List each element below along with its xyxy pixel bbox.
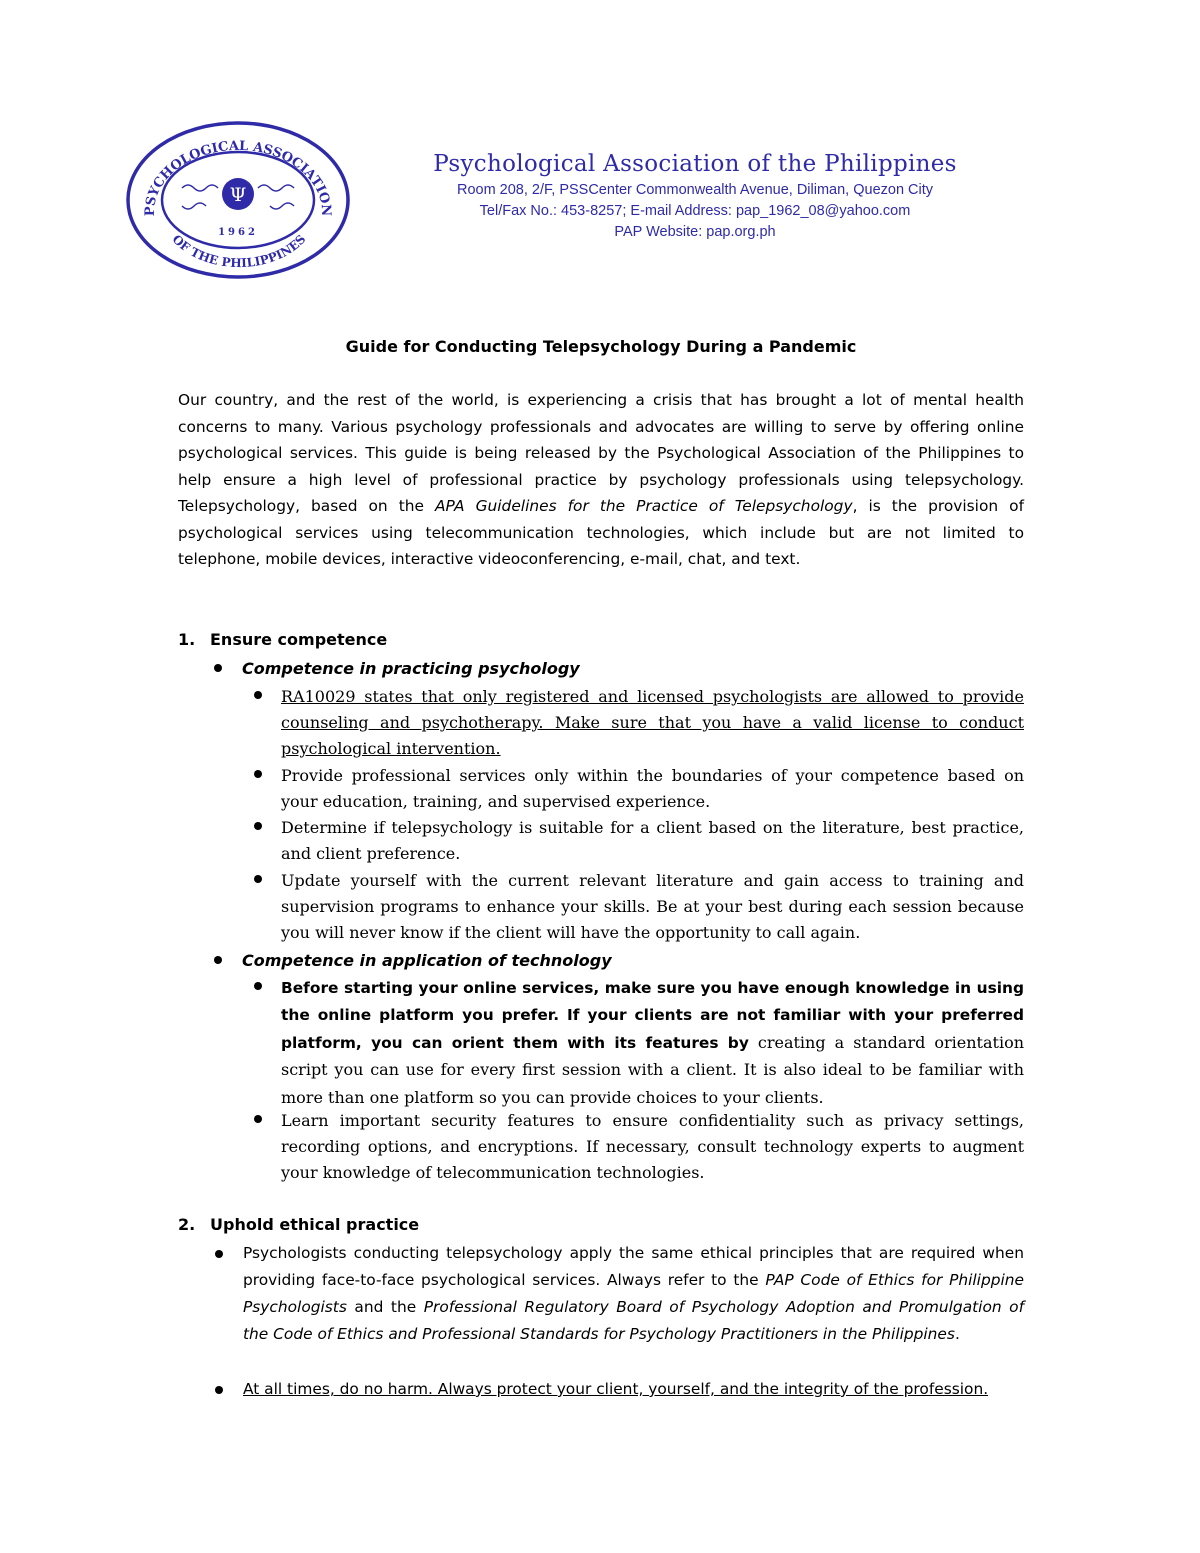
org-website: PAP Website: pap.org.ph xyxy=(614,224,776,240)
org-contact: Tel/Fax No.: 453-8257; E-mail Address: pap_1962_08@yahoo.com xyxy=(479,203,911,219)
section-2-title: Uphold ethical practice xyxy=(210,1215,420,1234)
section-1-number: 1. xyxy=(178,630,196,649)
org-address: Room 208, 2/F, PSSCenter Commonwealth Avenue, Diliman, Quezon City xyxy=(456,182,934,198)
list-item-text: creating a standard orientation script you can use for every first session with a client. It is also ideal to be familiar with more than one platform so you can provide choices to your clients. xyxy=(281,1032,1024,1107)
bullet-icon xyxy=(215,1386,223,1394)
org-name: Psychological Association of the Philippines xyxy=(433,151,957,177)
list-item xyxy=(248,975,1024,1112)
list-item-text: At all times, do no harm. Always protect your client, yourself, and the integrity of the profession. xyxy=(243,1380,989,1398)
list-item-text: RA10029 states that only registered and licensed psychologists are allowed to provide counseling and psychotherapy. Make sure that you have a valid license to conduct psychological intervention. xyxy=(281,687,1024,758)
bullet-icon xyxy=(254,875,262,883)
logo-psi-symbol: Ψ xyxy=(229,184,247,206)
intro-text-2: , is the provision of psychological services using telecommunication technologies, which include but are not limited to telephone, mobile devices, interactive videoconferencing, e-mail, chat, and text. xyxy=(178,497,1024,568)
list-item-text: Learn important security features to ensure confidentiality such as privacy settings, recording options, and encryptions. If necessary, consult technology experts to augment your knowledge of telecommunication technologies. xyxy=(281,1111,1024,1182)
intro-paragraph xyxy=(178,387,1024,573)
logo-year: 1962 xyxy=(218,227,258,238)
subsection-competence-practicing xyxy=(212,656,1024,682)
list-item-bold-text: Before starting your online services, make sure you have enough knowledge in using the online platform you prefer. If your clients are not familiar with your preferred platform, you can orient them with its features by xyxy=(281,979,1024,1052)
document-title: Guide for Conducting Telepsychology During a Pandemic xyxy=(345,337,857,356)
bullet-icon xyxy=(254,982,262,990)
list-item-text-joiner: and the xyxy=(346,1298,424,1316)
logo-top-text: PSYCHOLOGICAL ASSOCIATION xyxy=(142,138,334,217)
list-item-text: Provide professional services only within the boundaries of your competence based on your education, training, and supervised experience. xyxy=(281,766,1024,811)
bullet-icon xyxy=(254,1115,262,1123)
section-2-number: 2. xyxy=(178,1215,196,1234)
bullet-icon xyxy=(254,691,262,699)
intro-text-1: Our country, and the rest of the world, is experiencing a crisis that has brought a lot of mental health concerns to many. Various psychology professionals and advocates are willing to serve by offering online psychological services. This guide is being released by the Psychological Association of the Philippines to help ensure a high level of professional practice by psychology professionals using telepsychology. Telepsychology, based on the xyxy=(178,391,1024,515)
list-item-text: Psychologists conducting telepsychology apply the same ethical principles that are required when providing face-to-face psychological services. Always refer to the xyxy=(243,1244,1024,1289)
bullet-icon xyxy=(254,770,262,778)
list-item xyxy=(248,1108,1024,1186)
list-item-text: Update yourself with the current relevant literature and gain access to training and supervision programs to enhance your skills. Be at your best during each session because you will never know if the client will have the opportunity to call again. xyxy=(281,871,1024,942)
subsection-competence-technology xyxy=(212,948,1024,974)
list-item xyxy=(248,684,1024,762)
list-item xyxy=(248,763,1024,815)
list-item xyxy=(248,815,1024,867)
pap-logo xyxy=(126,120,350,280)
list-item xyxy=(248,868,1024,946)
bullet-icon xyxy=(215,1250,223,1258)
letterhead xyxy=(380,148,1010,243)
subsection-1-1-title: Competence in practicing psychology xyxy=(242,659,580,678)
prb-code-of-ethics: Professional Regulatory Board of Psychology Adoption and Promulgation of the Code of Ethics and Professional Standards for Psychology Practitioners in the Philippines xyxy=(243,1298,1025,1343)
list-item xyxy=(212,1376,1024,1403)
intro-apa-guidelines: APA Guidelines for the Practice of Telepsychology xyxy=(435,497,853,515)
bullet-icon xyxy=(214,664,222,672)
pap-code-of-ethics: PAP Code of Ethics for Philippine Psychologists xyxy=(243,1271,1024,1316)
section-1-heading xyxy=(178,627,387,653)
subsection-1-2-title: Competence in application of technology xyxy=(242,951,612,970)
bullet-icon xyxy=(214,956,222,964)
section-1-title: Ensure competence xyxy=(210,630,388,649)
logo-bottom-text: OF THE PHILIPPINES xyxy=(169,231,309,271)
list-item-text: Determine if telepsychology is suitable for a client based on the literature, best practice, and client preference. xyxy=(281,818,1024,863)
bullet-icon xyxy=(254,822,262,830)
section-2-heading xyxy=(178,1212,419,1238)
list-item xyxy=(212,1240,1024,1348)
list-item-text-end: . xyxy=(954,1325,960,1343)
